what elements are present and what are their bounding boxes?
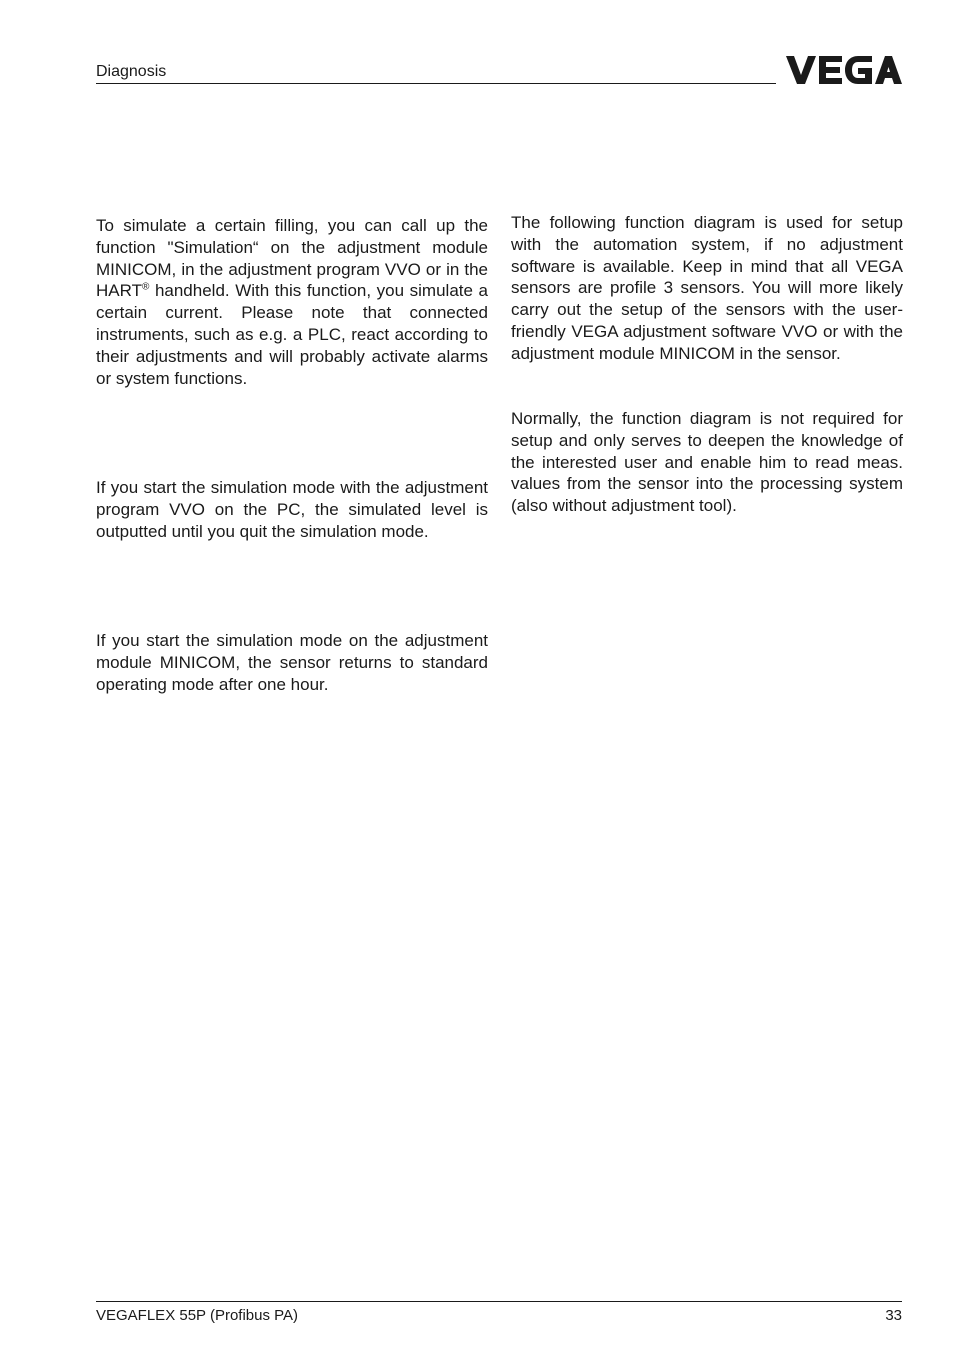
- footer-product: VEGAFLEX 55P (Profibus PA): [96, 1307, 299, 1324]
- header-rule: [96, 83, 776, 84]
- registered-mark: ®: [141, 281, 150, 293]
- vega-logo: [786, 55, 902, 85]
- minicom-simulation-paragraph: If you start the simulation mode on the adjustment module MINICOM, the sensor returns to standard operating mode after one hour.: [96, 631, 488, 694]
- footer-rule: [96, 1301, 902, 1302]
- simulation-paragraph: To simulate a certain filling, you can call up the function "Simulation“ on the adjustment module MINICOM, in the adjustment program VVO or in the HART® handheld. With this function, you simulate a certain current. Please note that connected instruments, such as e.g. a PLC, react according to their adjustments and will probably activate alarms or system functions.: [96, 216, 488, 388]
- function-diagram-note-paragraph: Normally, the function diagram is not required for setup and only serves to deepen the knowledge of the interested user and enable him to read meas. values from the sensor into the processing system (also without adjustment tool).: [511, 409, 903, 516]
- section-title: Diagnosis: [96, 63, 167, 80]
- vvo-simulation-paragraph: If you start the simulation mode with the adjustment program VVO on the PC, the simulated level is outputted until you quit the simulation mode.: [96, 478, 488, 541]
- left-column: [96, 215, 488, 389]
- function-diagram-paragraph: The following function diagram is used for setup with the automation system, if no adjustment software is available. Keep in mind that all VEGA sensors are profile 3 sensors. You will more likely carry out the setup of the sensors with the user-friendly VEGA adjustment software VVO or with the adjustment module MINICOM in the sensor.: [511, 213, 903, 363]
- page-number: 33: [885, 1307, 902, 1324]
